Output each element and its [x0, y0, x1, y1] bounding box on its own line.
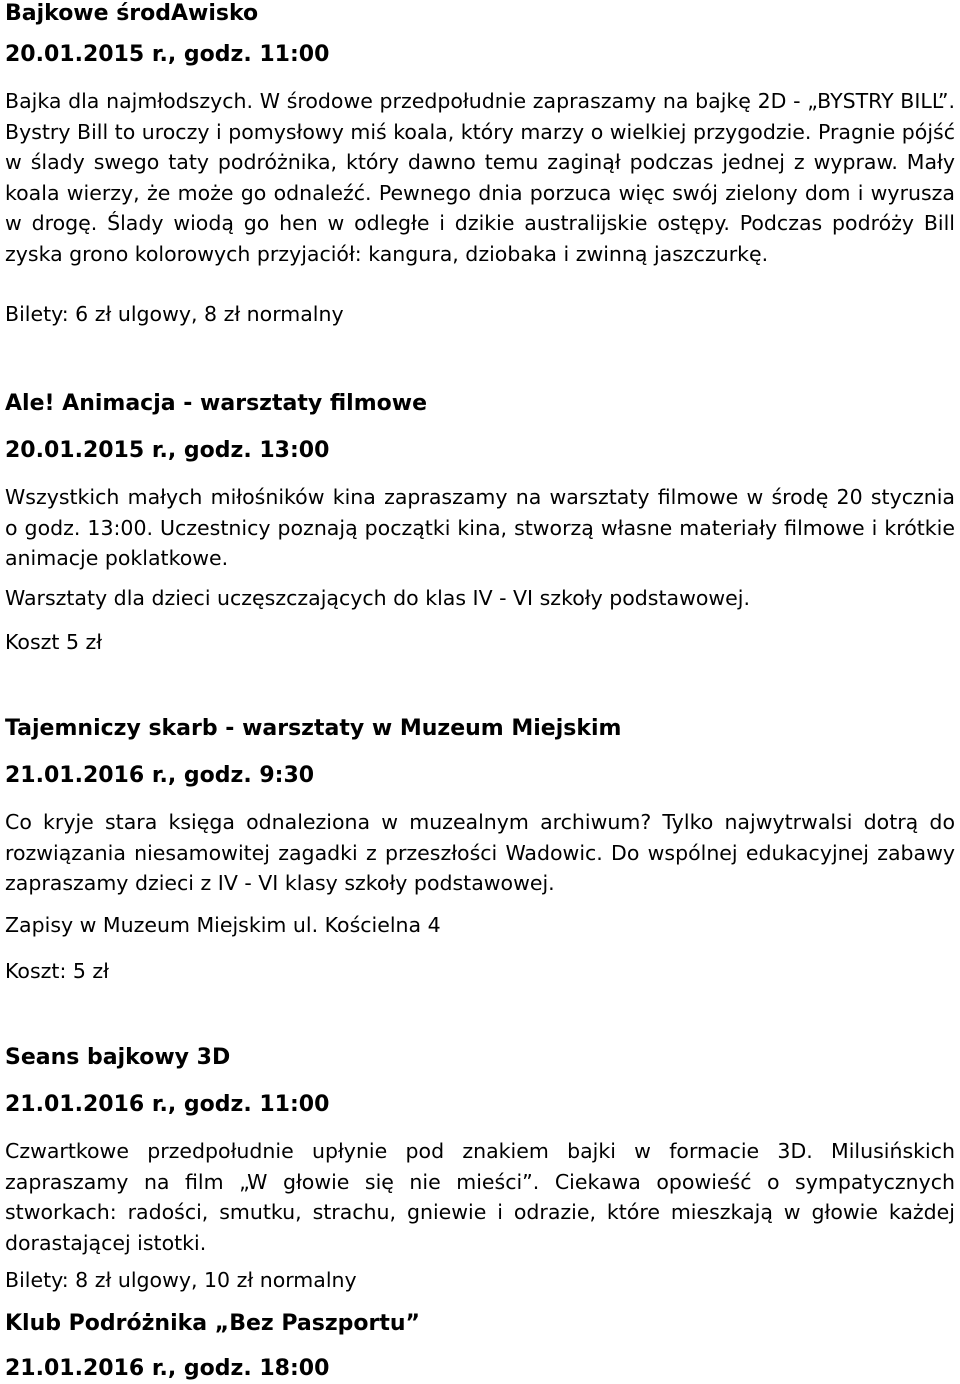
- event-cost: Koszt 5 zł: [5, 630, 103, 654]
- event-registration: Zapisy w Muzeum Miejskim ul. Kościelna 4: [5, 913, 441, 937]
- event-title: Bajkowe środAwisko: [5, 1, 259, 26]
- event-tickets: Bilety: 6 zł ulgowy, 8 zł normalny: [5, 302, 344, 326]
- event-title: Seans bajkowy 3D: [5, 1045, 231, 1070]
- event-cost: Koszt: 5 zł: [5, 959, 110, 983]
- event-tickets: Bilety: 8 zł ulgowy, 10 zł normalny: [5, 1268, 357, 1292]
- event-description: Wszystkich małych miłośników kina zapraszamy na warsztaty filmowe w środę 20 stycznia o godz. 13:00. Uczestnicy poznają początki kina, stworzą własne materiały filmowe i krótkie animacje poklatkowe.: [5, 485, 955, 570]
- event-date: 21.01.2016 r., godz. 9:30: [5, 763, 315, 788]
- event-title: Ale! Animacja - warsztaty filmowe: [5, 391, 427, 416]
- event-date: 21.01.2016 r., godz. 11:00: [5, 1092, 330, 1117]
- event-date: 20.01.2015 r., godz. 11:00: [5, 42, 330, 67]
- event-description: Co kryje stara księga odnaleziona w muzealnym archiwum? Tylko najwytrwalsi dotrą do rozwiązania niesamowitej zagadki z przeszłości Wadowic. Do wspólnej edukacyjnej zabawy zapraszamy dzieci z IV - VI klasy szkoły podstawowej.: [5, 810, 955, 895]
- event-title: Klub Podróżnika „Bez Paszportu”: [5, 1311, 420, 1336]
- event-title: Tajemniczy skarb - warsztaty w Muzeum Miejskim: [5, 716, 622, 741]
- event-description: Czwartkowe przedpołudnie upłynie pod znakiem bajki w formacie 3D. Milusińskich zapraszamy na film „W głowie się nie mieści”. Ciekawa opowieść o sympatycznych stworkach: radości, smutku, strachu, gniewie i odrazie, które mieszkają w głowie każdej dorastającej istotki.: [5, 1139, 955, 1255]
- event-description: Bajka dla najmłodszych. W środowe przedpołudnie zapraszamy na bajkę 2D - „BYSTRY BILL”. Bystry Bill to uroczy i pomysłowy miś koala, który marzy o wielkiej przygodzie. Pragnie pójść w ślady swego taty podróżnika, który dawno temu zaginął podczas jednej z wypraw. Mały koala wierzy, że może go odnaleźć. Pewnego dnia porzuca więc swój zielony dom i wyrusza w drogę. Ślady wiodą go hen w odległe i dzikie australijskie ostępy. Podczas podróży Bill zyska grono kolorowych przyjaciół: kangura, dziobaka i zwinną jaszczurkę.: [5, 89, 955, 266]
- event-date: 21.01.2016 r., godz. 18:00: [5, 1356, 330, 1381]
- event-date: 20.01.2015 r., godz. 13:00: [5, 438, 330, 463]
- event-audience: Warsztaty dla dzieci uczęszczających do klas IV - VI szkoły podstawowej.: [5, 586, 750, 610]
